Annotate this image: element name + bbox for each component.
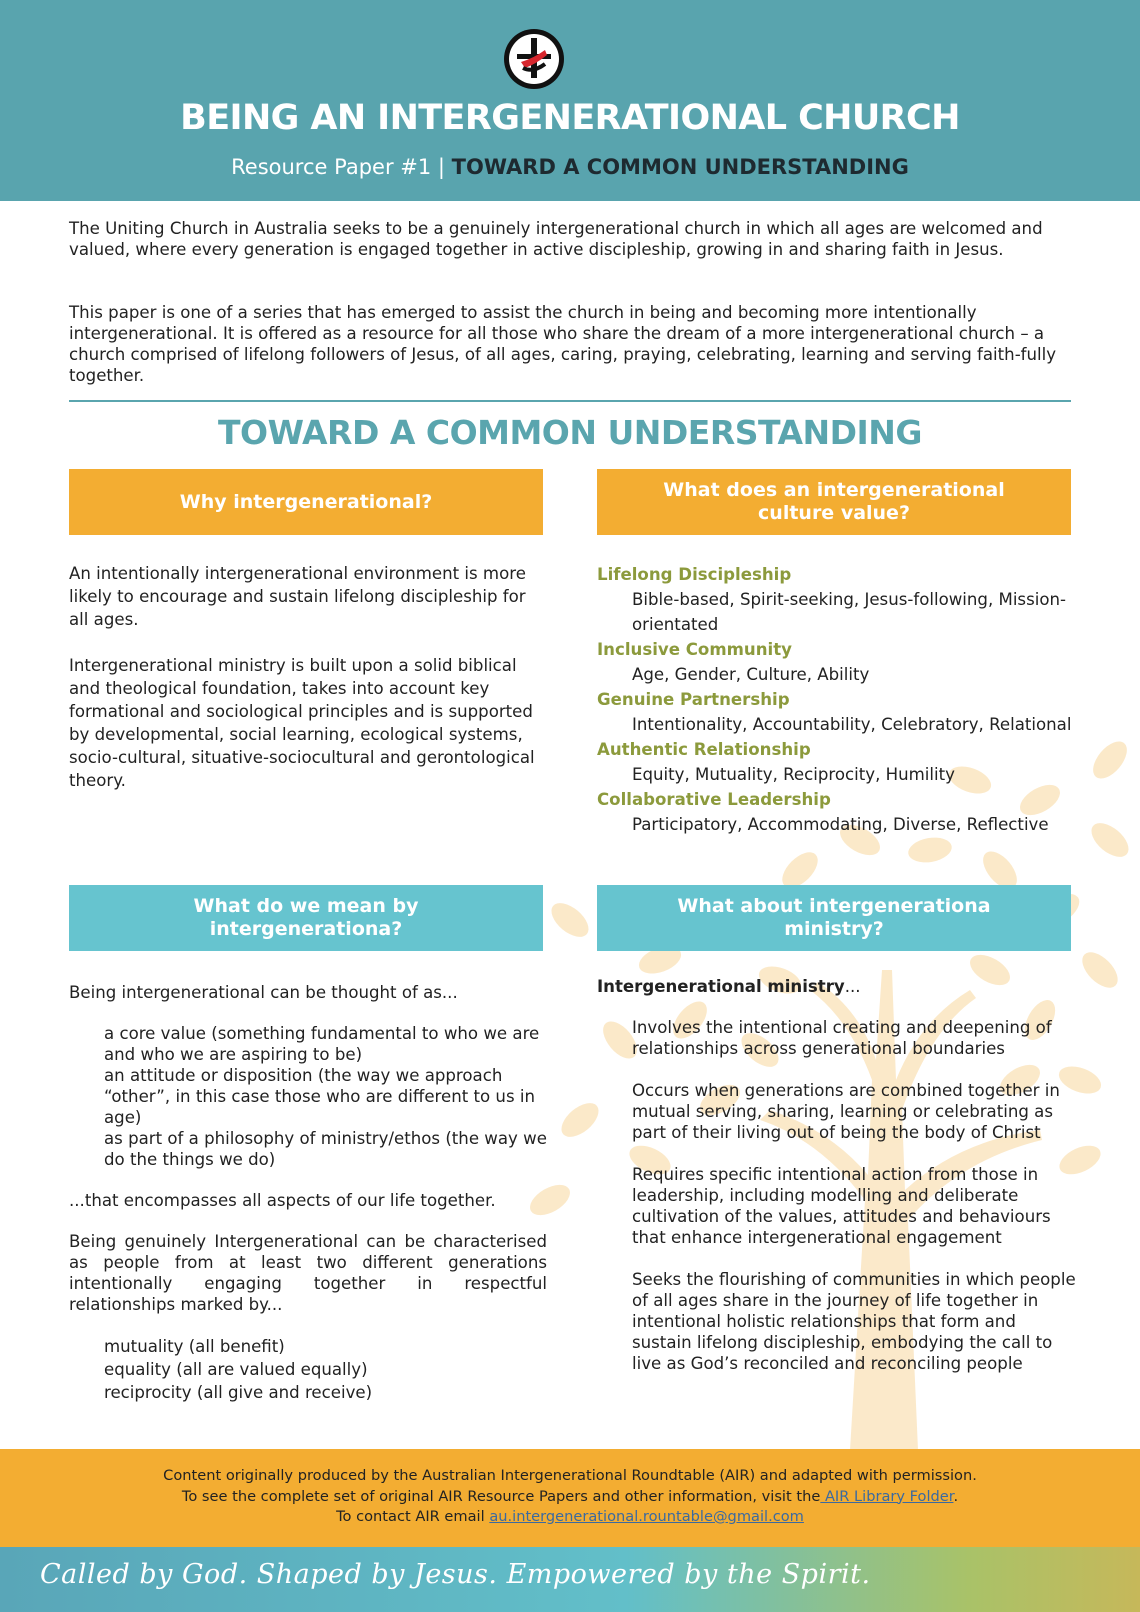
value-heading: Authentic Relationship	[597, 740, 811, 759]
why-paragraph-2: Intergenerational ministry is built upon a solid biblical and theological foundation, takes into account key formational and sociological principles and is supported by developmental, social learning, ecological systems, socio-cultural, situative-sociocultural and gerontological theory.	[69, 656, 535, 790]
subtitle-prefix: Resource Paper #1 |	[231, 155, 452, 179]
meaning-text	[69, 982, 547, 1404]
ministry-list-item: Occurs when generations are combined together in mutual serving, sharing, learning or celebrating as part of their living out of being the body of Christ	[632, 1081, 1060, 1142]
footer-line-3-prefix: To contact AIR email	[336, 1508, 490, 1525]
value-items: Participatory, Accommodating, Diverse, Reflective	[632, 815, 1049, 834]
meaning-list-item: an attitude or disposition (the way we approach “other”, in this case those who are different to us in age)	[104, 1066, 535, 1127]
intro-paragraph-2: This paper is one of a series that has emerged to assist the church in being and becoming more intentionally intergenerational. It is offered as a resource for all those who share the dream of a more intergenerational church – a church comprised of lifelong followers of Jesus, of all ages, caring, praying, celebrating, learning and serving faith-fully together.	[69, 303, 1057, 385]
why-paragraph-1: An intentionally intergenerational environment is more likely to encourage and sustain lifelong discipleship for all ages.	[69, 564, 526, 629]
value-items: Equity, Mutuality, Reciprocity, Humility	[632, 765, 955, 784]
footer-line-2-suffix: .	[953, 1487, 959, 1505]
ministry-lead	[597, 976, 1077, 997]
meaning-list-item: a core value (something fundamental to who we are and who we are aspiring to be)	[104, 1024, 540, 1064]
footer-line-2-prefix: To see the complete set of original AIR Resource Papers and other information, visit the	[181, 1487, 821, 1505]
meaning-heading-box: What do we mean by intergenerationa?	[69, 885, 543, 951]
why-text	[69, 562, 547, 792]
intro-paragraph-1: The Uniting Church in Australia seeks to be a genuinely intergenerational church in which all ages are welcomed and valued, where every generation is engaged together in active discipleship, growing in and sharing faith in Jesus.	[69, 219, 1043, 259]
contact-email-link[interactable]: au.intergenerational.rountable@gmail.com	[489, 1508, 804, 1525]
value-items: Age, Gender, Culture, Ability	[632, 665, 870, 684]
meaning-list-item: mutuality (all benefit)	[104, 1337, 285, 1356]
meaning-list-item: equality (all are valued equally)	[104, 1360, 368, 1379]
meaning-list-2	[69, 1335, 547, 1404]
meaning-list-item: as part of a philosophy of ministry/ethos (the way we do the things we do)	[104, 1129, 547, 1169]
ministry-list-item: Involves the intentional creating and deepening of relationships across generational boundaries	[632, 1018, 1052, 1058]
ministry-list-item: Requires specific intentional action from those in leadership, including modelling and deliberate cultivation of the values, attitudes and behaviours that enhance intergenerational engagement	[632, 1165, 1051, 1247]
footer-line-3	[0, 1507, 1140, 1528]
ministry-lead-rest: ...	[844, 977, 861, 996]
ministry-heading-box: What about intergenerationa ministry?	[597, 885, 1071, 951]
ministry-text	[597, 976, 1077, 1374]
meaning-list-1	[69, 1023, 547, 1170]
value-items: Intentionality, Accountability, Celebratory, Relational	[632, 715, 1072, 734]
meaning-mid: ...that encompasses all aspects of our life together.	[69, 1191, 496, 1210]
ministry-list-item: Seeks the flourishing of communities in which people of all ages share in the journey of life together in intentional holistic relationships that form and sustain lifelong discipleship, embodying the call to live as God’s reconciled and reconciling people	[632, 1270, 1076, 1373]
meaning-list-item: reciprocity (all give and receive)	[104, 1383, 373, 1402]
header-banner	[0, 0, 1140, 201]
tagline: Called by God. Shaped by Jesus. Empowered by the Spirit.	[40, 1559, 871, 1590]
why-heading-box: Why intergenerational?	[69, 469, 543, 535]
section-title: TOWARD A COMMON UNDERSTANDING	[218, 413, 922, 452]
value-heading: Lifelong Discipleship	[597, 565, 792, 584]
air-library-link[interactable]: AIR Library Folder	[820, 1487, 954, 1505]
uniting-church-logo	[503, 28, 565, 90]
page-subtitle	[0, 155, 1140, 179]
ministry-lead-bold: Intergenerational ministry	[597, 977, 845, 996]
footer-line-1: Content originally produced by the Australian Intergenerational Roundtable (AIR) and adapted with permission.	[163, 1467, 977, 1484]
page-title: BEING AN INTERGENERATIONAL CHURCH	[180, 98, 960, 138]
value-items: Bible-based, Spirit-seeking, Jesus-following, Mission-orientated	[632, 590, 1066, 634]
divider	[69, 400, 1071, 402]
footer-banner	[0, 1449, 1140, 1547]
meaning-paragraph-2: Being genuinely Intergenerational can be characterised as people from at least two different generations intentionally engaging together in respectful relationships marked by...	[69, 1232, 547, 1314]
subtitle-bold: TOWARD A COMMON UNDERSTANDING	[451, 155, 909, 179]
values-heading-box: What does an intergenerational culture value?	[597, 469, 1071, 535]
value-heading: Collaborative Leadership	[597, 790, 831, 809]
value-heading: Genuine Partnership	[597, 690, 790, 709]
ministry-list	[597, 1017, 1077, 1374]
footer-line-2	[0, 1487, 1140, 1508]
values-list	[597, 562, 1077, 837]
value-heading: Inclusive Community	[597, 640, 792, 659]
meaning-intro: Being intergenerational can be thought of as...	[69, 983, 458, 1002]
